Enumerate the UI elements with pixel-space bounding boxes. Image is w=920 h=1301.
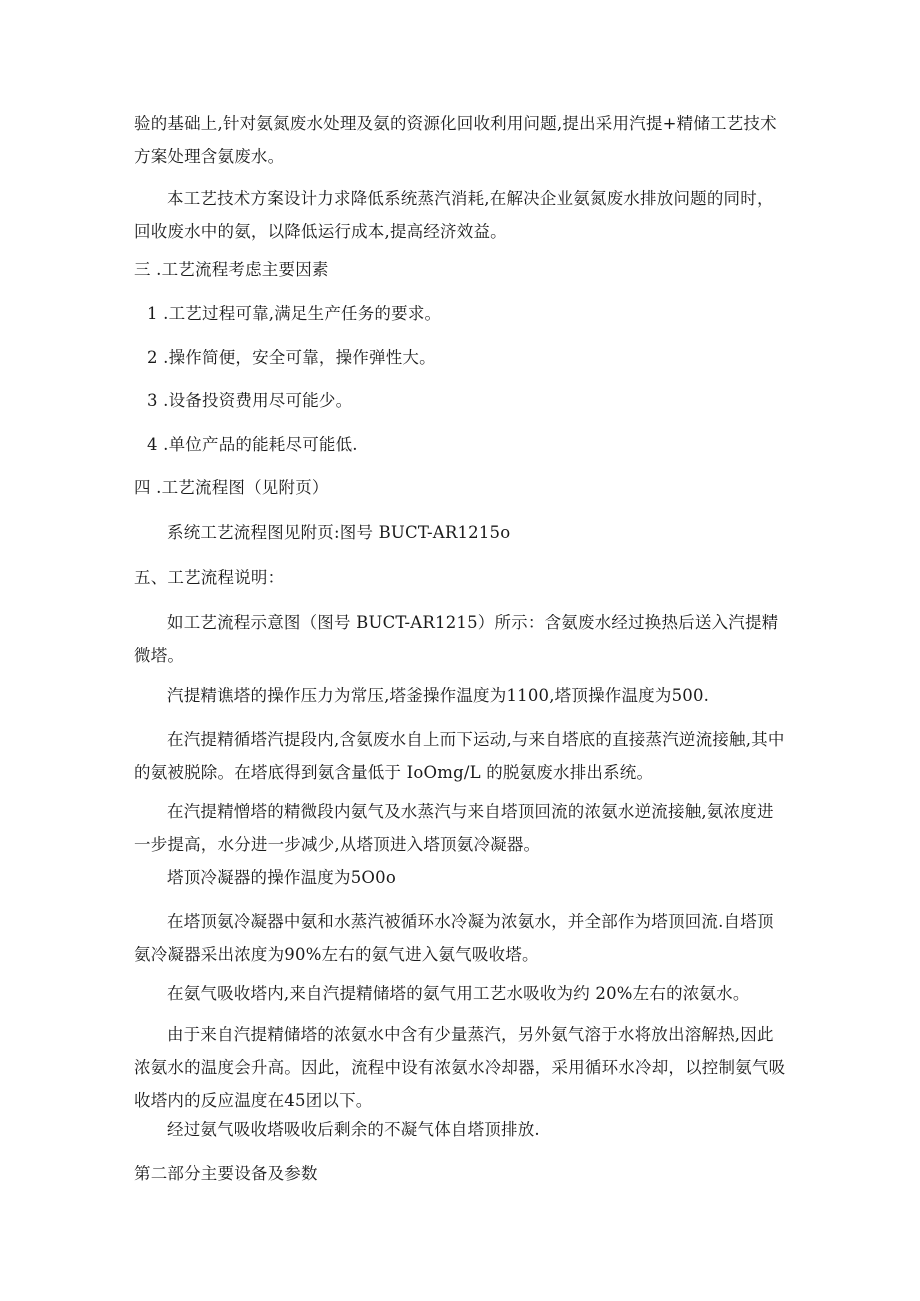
paragraph-design-goal: 本工艺技术方案设计力求降低系统蒸汽消耗,在解决企业氨氮废水排放问题的同时，回收废水中的氨，以降低运行成本,提高经济效益。 (134, 189, 774, 241)
section-3-item-1: 1 .工艺过程可靠,满足生产任务的要求。 (147, 304, 442, 323)
section-5-paragraph-7: 在氨气吸收塔内,来自汽提精储塔的氨气用工艺水吸收为约 20%左右的浓氨水。 (167, 984, 750, 1003)
section-4-text: 系统工艺流程图见附页:图号 BUCT-AR1215o (167, 523, 511, 542)
section-5-paragraph-5: 塔顶冷凝器的操作温度为5O0o (167, 868, 396, 887)
section-5-paragraph-1: 如工艺流程示意图（图号 BUCT-AR1215）所示：含氨废水经过换热后送入汽提精微塔。 (134, 613, 779, 665)
section-5-heading: 五、工艺流程说明： (134, 568, 285, 587)
section-5-paragraph-4: 在汽提精憎塔的精微段内氨气及水蒸汽与来自塔顶回流的浓氨水逆流接触,氨浓度进一步提高，水分进一步减少,从塔顶进入塔顶氨冷凝器。 (134, 802, 774, 854)
section-4-heading: 四 .工艺流程图（见附页） (134, 478, 329, 497)
section-3-item-2: 2 .操作简便，安全可靠，操作弹性大。 (147, 348, 436, 367)
section-5-paragraph-8: 由于来自汽提精储塔的浓氨水中含有少量蒸汽，另外氨气溶于水将放出溶解热,因此浓氨水的温度会升高。因此，流程中设有浓氨水冷却器，采用循环水冷却，以控制氨气吸收塔内的反应温度在45团以下。 (134, 1025, 786, 1110)
section-3-item-3: 3 .设备投资费用尽可能少。 (147, 391, 353, 410)
section-3-item-4: 4 .单位产品的能耗尽可能低. (147, 435, 358, 454)
section-5-paragraph-6: 在塔顶氨冷凝器中氨和水蒸汽被循环水冷凝为浓氨水，并全部作为塔顶回流.自塔顶氨冷凝器采出浓度为90%左右的氨气进入氨气吸收塔。 (134, 912, 774, 964)
section-5-paragraph-2: 汽提精谯塔的操作压力为常压,塔釜操作温度为1100,塔顶操作温度为500. (167, 686, 710, 705)
section-5-paragraph-9: 经过氨气吸收塔吸收后剩余的不凝气体自塔顶排放. (167, 1120, 540, 1139)
section-3-heading: 三 .工艺流程考虑主要因素 (134, 260, 329, 279)
part-2-heading: 第二部分主要设备及参数 (134, 1164, 318, 1183)
paragraph-intro-continuation: 验的基础上,针对氨氮废水处理及氨的资源化回收利用问题,提出采用汽提+精储工艺技术方案处理含氨废水。 (134, 114, 777, 166)
section-5-paragraph-3: 在汽提精循塔汽提段内,含氨废水自上而下运动,与来自塔底的直接蒸汽逆流接触,其中的氨被脱除。在塔底得到氨含量低于 IoOmg/L 的脱氨废水排出系统。 (134, 730, 785, 782)
